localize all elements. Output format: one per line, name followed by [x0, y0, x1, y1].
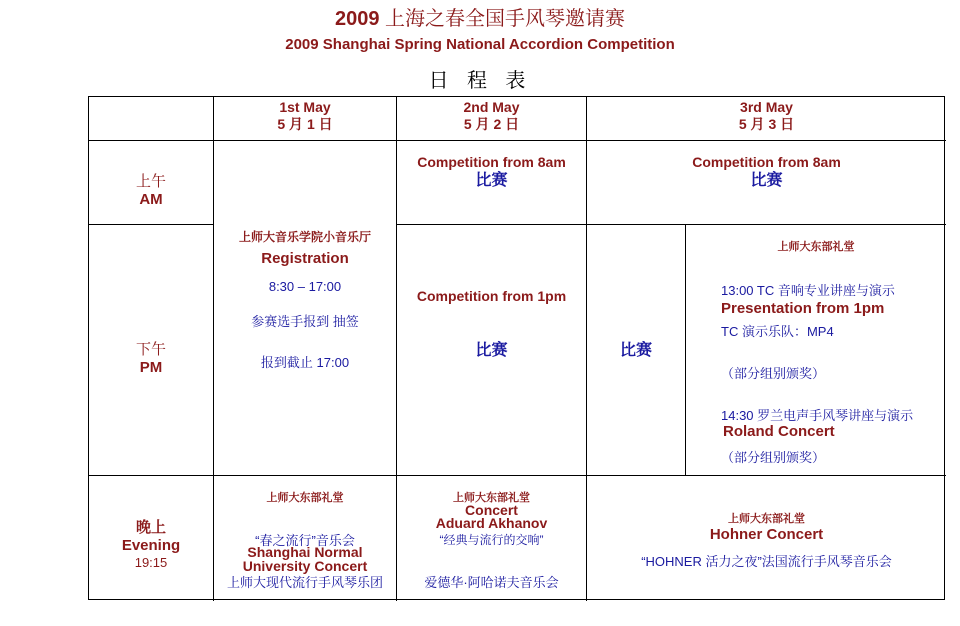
col-header-day2 — [397, 99, 586, 133]
day1-eve-venue: 上师大东部礼堂 — [266, 492, 344, 504]
day2-am-cell — [397, 154, 586, 190]
day3-pm-venue: 上师大东部礼堂 — [777, 241, 855, 253]
day2-eve-venue: 上师大东部礼堂 — [453, 492, 530, 504]
day1-eve-zh-sub: 上师大现代流行手风琴乐团 — [226, 575, 383, 590]
day1-venue: 上师大音乐学院小音乐厅 — [238, 230, 371, 244]
day3-am-zh: 比赛 — [750, 171, 783, 189]
row-label-pm-en: PM — [139, 359, 163, 376]
day2-pm-title: Competition from 1pm — [416, 288, 567, 304]
day2-pm-zh: 比赛 — [475, 342, 508, 359]
day3-pm-line3: （部分组别颁奖） — [721, 366, 826, 381]
row-label-am-zh: 上午 — [135, 173, 166, 190]
col-header-day1-zh: 5 月 1 日 — [277, 115, 333, 132]
day3-pm-roland: Roland Concert — [723, 423, 835, 440]
day2-am-title: Competition from 8am — [417, 154, 566, 170]
day3-pm-line4: 14:30 罗兰电声手风琴讲座与演示 — [721, 408, 914, 423]
col-divider-1 — [213, 97, 214, 601]
title-year: 2009 — [334, 8, 380, 30]
col-header-day3-en: 3rd May — [740, 99, 793, 115]
row-label-evening-zh: 晚上 — [135, 519, 166, 536]
col-header-day3-zh: 5 月 3 日 — [738, 115, 795, 132]
col-header-day3 — [587, 99, 946, 133]
row-divider-am-col0 — [89, 224, 214, 225]
row-label-am-en: AM — [139, 191, 163, 208]
day3-am-title: Competition from 8am — [692, 154, 841, 170]
page-title — [0, 2, 960, 31]
col-header-day2-en: 2nd May — [463, 99, 520, 115]
col-header-day1-en: 1st May — [279, 99, 331, 115]
row-divider-pm — [89, 475, 946, 476]
title-zh: 上海之春全国手风琴邀请赛 — [385, 6, 626, 30]
col-divider-3b — [685, 224, 686, 475]
row-divider-am — [396, 224, 946, 225]
day2-eve-en1: Concert — [465, 502, 518, 518]
row-label-evening-en: Evening — [121, 537, 181, 554]
day2-eve-en2: Aduard Akhanov — [435, 515, 548, 531]
day2-am-zh: 比赛 — [475, 171, 508, 189]
schedule-table — [88, 96, 945, 600]
day1-eve-en1: Shanghai Normal — [247, 544, 363, 560]
day2-eve-zh-sub: 爱德华·阿哈诺夫音乐会 — [424, 575, 559, 590]
day3-eve-title: Hohner Concert — [709, 526, 824, 543]
day3-eve-zh: “HOHNER 活力之夜”法国流行手风琴音乐会 — [641, 554, 892, 569]
day1-deadline-text: 报到截止 17:00 — [260, 355, 350, 370]
day3-pm-left-zh: 比赛 — [619, 342, 652, 359]
day3-eve-venue: 上师大东部礼堂 — [728, 513, 805, 525]
day2-pm-cell — [397, 288, 586, 305]
row-divider-header — [89, 140, 946, 141]
title-en: 2009 Shanghai Spring National Accordion Competition — [285, 36, 675, 53]
day3-am-cell — [587, 154, 946, 190]
schedule-subtitle: 日 程 表 — [428, 68, 532, 92]
day1-registration-title: Registration — [261, 250, 349, 267]
day3-pm-line1: 13:00 TC 音响专业讲座与演示 — [721, 283, 895, 298]
row-label-pm-zh: 下午 — [135, 341, 166, 358]
day2-eve-zh-title: “经典与流行的交响” — [439, 533, 544, 547]
day1-eve-en2: University Concert — [242, 558, 368, 574]
row-label-evening-time: 19:15 — [134, 555, 168, 570]
day1-eve-zh-title: “春之流行”音乐会 — [255, 533, 355, 548]
day3-pm-line5: （部分组别颁奖） — [721, 450, 826, 465]
row-label-am — [89, 173, 213, 209]
day1-checkin-text: 参赛选手报到 抽签 — [251, 314, 359, 329]
col-header-day2-zh: 5 月 2 日 — [463, 115, 520, 132]
row-label-evening — [89, 519, 213, 571]
col-header-day1 — [214, 99, 396, 133]
day3-pm-line2: TC 演示乐队：MP4 — [721, 324, 834, 339]
row-label-pm — [89, 341, 213, 377]
day3-pm-presentation: Presentation from 1pm — [721, 300, 885, 317]
day1-registration-time: 8:30 – 17:00 — [268, 279, 342, 294]
